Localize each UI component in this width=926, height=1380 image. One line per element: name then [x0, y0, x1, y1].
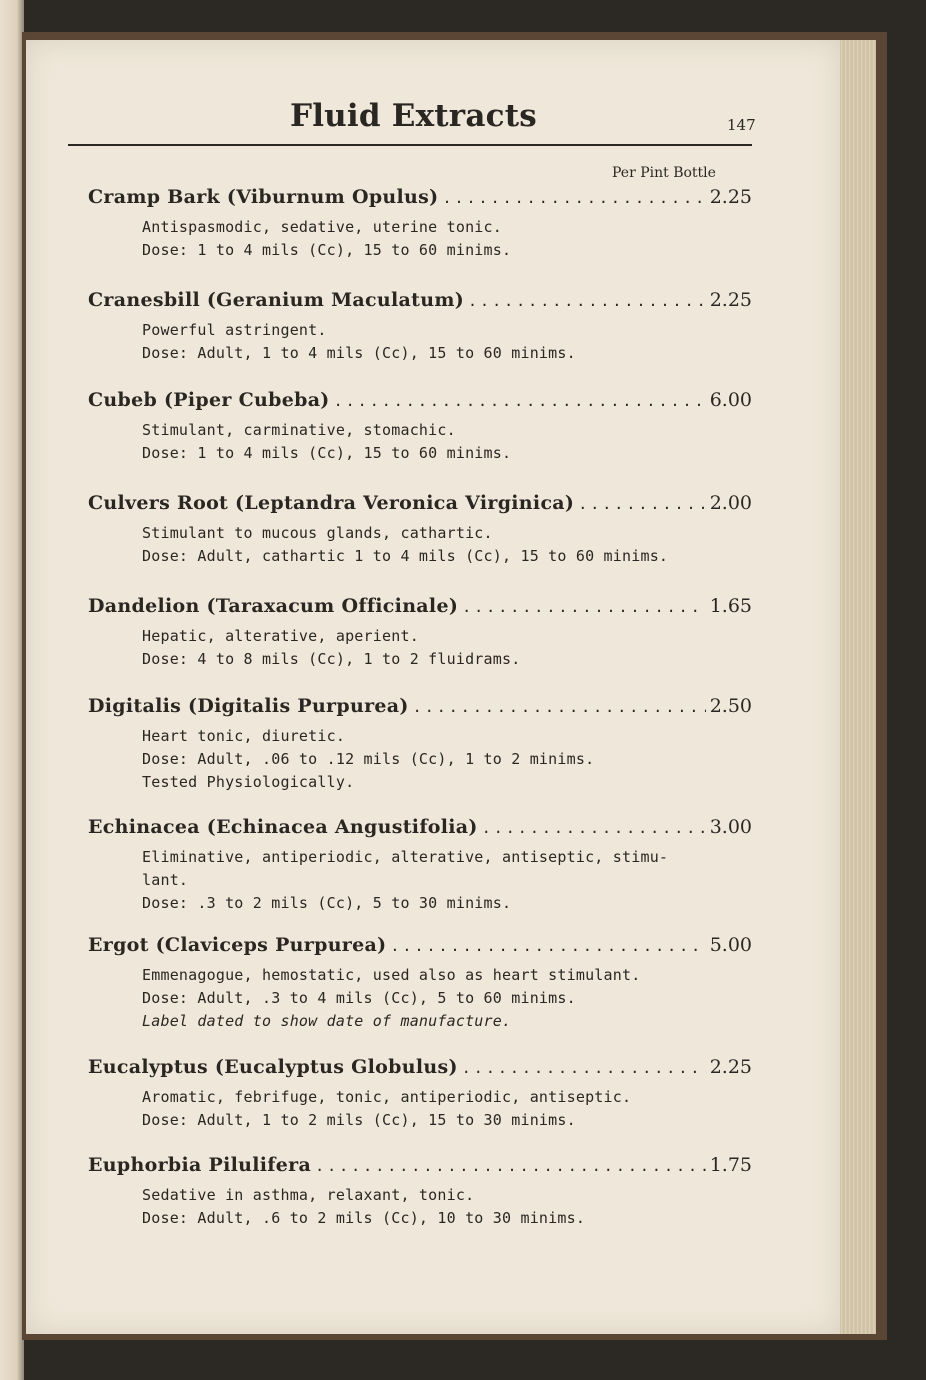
entry-dose: Dose: Adult, 1 to 2 mils (Cc), 15 to 30 minims. [142, 1111, 576, 1129]
entry-echinacea [88, 816, 752, 915]
entry-price: 2.50 [709, 695, 752, 717]
entry-price: 2.25 [709, 289, 752, 311]
leader-dots [464, 292, 706, 310]
entry-dose: Dose: 4 to 8 mils (Cc), 1 to 2 fluidrams. [142, 650, 521, 668]
entry-cubeb [88, 389, 752, 465]
entry-name: Cranesbill (Geranium Maculatum) [88, 289, 465, 311]
entry-name: Ergot (Claviceps Purpurea) [88, 934, 387, 956]
entry-name: Eucalyptus (Eucalyptus Globulus) [88, 1056, 458, 1078]
entry-eucalyptus [88, 1056, 752, 1132]
entry-ergot [88, 934, 752, 1033]
leader-dots [386, 937, 705, 955]
entry-dandelion [88, 595, 752, 671]
entry-dose: Dose: Adult, 1 to 4 mils (Cc), 15 to 60 minims. [142, 344, 576, 362]
entry-cranesbill [88, 289, 752, 365]
entry-dose: Dose: 1 to 4 mils (Cc), 15 to 60 minims. [142, 241, 512, 259]
entry-name: Cramp Bark (Viburnum Opulus) [88, 186, 439, 208]
entry-description: Eliminative, antiperiodic, alterative, antiseptic, stimu-lant. [142, 848, 669, 889]
adjacent-page-edge [0, 0, 24, 1380]
entry-dose: Dose: 1 to 4 mils (Cc), 15 to 60 minims. [142, 444, 512, 462]
entry-price: 2.25 [709, 1056, 752, 1078]
entry-price: 2.25 [709, 186, 752, 208]
leader-dots [458, 598, 706, 616]
entry-name: Culvers Root (Leptandra Veronica Virginica) [88, 492, 575, 514]
entry-description: Hepatic, alterative, aperient. [142, 627, 419, 645]
entry-name: Cubeb (Piper Cubeba) [88, 389, 330, 411]
entry-note: Tested Physiologically. [142, 773, 355, 791]
entry-dose: Dose: Adult, .3 to 4 mils (Cc), 5 to 60 minims. [142, 989, 576, 1007]
entry-description: Antispasmodic, sedative, uterine tonic. [142, 218, 502, 236]
entry-digitalis [88, 695, 752, 794]
entry-price: 5.00 [709, 934, 752, 956]
entry-dose: Dose: Adult, cathartic 1 to 4 mils (Cc), 15 to 60 minims. [142, 547, 669, 565]
leader-dots [574, 495, 705, 513]
entry-cramp-bark [88, 186, 752, 262]
header-rule [68, 144, 752, 146]
entry-description: Stimulant to mucous glands, cathartic. [142, 524, 493, 542]
entry-description: Powerful astringent. [142, 321, 327, 339]
entry-price: 2.00 [709, 492, 752, 514]
entry-price: 1.65 [709, 595, 752, 617]
leader-dots [478, 819, 706, 837]
leader-dots [311, 1157, 706, 1175]
entry-description: Emmenagogue, hemostatic, used also as heart stimulant. [142, 966, 641, 984]
entry-price: 3.00 [709, 816, 752, 838]
entry-dose: Dose: Adult, .6 to 2 mils (Cc), 10 to 30 minims. [142, 1209, 586, 1227]
entry-description: Stimulant, carminative, stomachic. [142, 421, 456, 439]
entry-dose: Dose: .3 to 2 mils (Cc), 5 to 30 minims. [142, 894, 512, 912]
leader-dots [330, 392, 706, 410]
entry-euphorbia [88, 1154, 752, 1230]
leader-dots [409, 698, 706, 716]
entry-name: Digitalis (Digitalis Purpurea) [88, 695, 409, 717]
price-column-header: Per Pint Bottle [612, 165, 716, 181]
entry-description: Heart tonic, diuretic. [142, 727, 346, 745]
entry-price: 1.75 [709, 1154, 752, 1176]
entry-note: Label dated to show date of manufacture. [142, 1012, 512, 1030]
page-title: Fluid Extracts [290, 98, 537, 134]
entry-dose: Dose: Adult, .06 to .12 mils (Cc), 1 to 2 minims. [142, 750, 595, 768]
leader-dots [458, 1059, 706, 1077]
entry-culvers-root [88, 492, 752, 568]
leader-dots [438, 189, 705, 207]
entry-description: Aromatic, febrifuge, tonic, antiperiodic, antiseptic. [142, 1088, 632, 1106]
entry-name: Dandelion (Taraxacum Officinale) [88, 595, 459, 617]
page-edges [838, 40, 876, 1334]
entry-name: Echinacea (Echinacea Angustifolia) [88, 816, 478, 838]
entry-name: Euphorbia Pilulifera [88, 1154, 312, 1176]
entry-description: Sedative in asthma, relaxant, tonic. [142, 1186, 475, 1204]
entry-price: 6.00 [709, 389, 752, 411]
page-number: 147 [727, 116, 756, 134]
